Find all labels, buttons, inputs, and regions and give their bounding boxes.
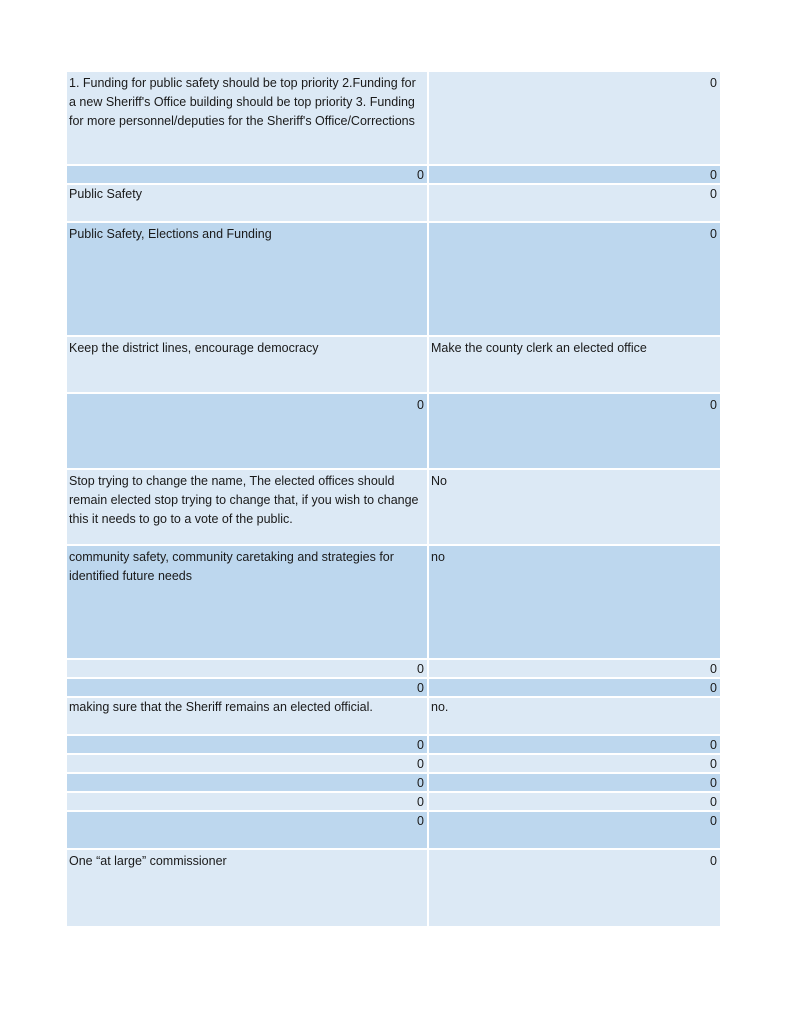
response-cell: Stop trying to change the name, The elected offices should remain elected stop trying to change that, if you wish to change this it needs to go to a vote of the public.: [67, 470, 429, 544]
response-cell: 0: [429, 223, 720, 335]
table-row: [67, 850, 720, 926]
response-cell: 0: [67, 755, 429, 772]
table-row: [67, 660, 720, 679]
table-row: [67, 774, 720, 793]
response-cell: 0: [429, 850, 720, 926]
response-cell: 0: [429, 660, 720, 677]
table-row: [67, 72, 720, 166]
response-cell: 0: [429, 166, 720, 183]
table-row: [67, 470, 720, 546]
response-cell: 0: [429, 736, 720, 753]
response-cell: no.: [429, 698, 720, 734]
table-row: [67, 223, 720, 337]
response-cell: 0: [429, 812, 720, 848]
response-cell: 0: [429, 72, 720, 164]
response-cell: 0: [67, 774, 429, 791]
table-row: [67, 698, 720, 736]
response-cell: 0: [67, 736, 429, 753]
response-cell: 0: [67, 394, 429, 468]
response-cell: 1. Funding for public safety should be top priority 2.Funding for a new Sheriff's Office building should be top priority 3. Funding for more personnel/deputies for the Sheriff's Office/Corrections: [67, 72, 429, 164]
response-cell: 0: [429, 394, 720, 468]
response-cell: 0: [67, 812, 429, 848]
table-row: [67, 185, 720, 223]
response-cell: 0: [429, 774, 720, 791]
table-row: [67, 736, 720, 755]
response-cell: 0: [67, 660, 429, 677]
table-row: [67, 546, 720, 660]
response-cell: Public Safety: [67, 185, 429, 221]
table-row: [67, 394, 720, 470]
table-row: [67, 679, 720, 698]
response-cell: making sure that the Sheriff remains an elected official.: [67, 698, 429, 734]
response-cell: Public Safety, Elections and Funding: [67, 223, 429, 335]
response-cell: No: [429, 470, 720, 544]
response-cell: 0: [429, 679, 720, 696]
table-row: [67, 793, 720, 812]
response-cell: One “at large” commissioner: [67, 850, 429, 926]
response-cell: 0: [429, 755, 720, 772]
response-table: [67, 72, 720, 926]
response-cell: 0: [429, 185, 720, 221]
response-cell: community safety, community caretaking and strategies for identified future needs: [67, 546, 429, 658]
table-row: [67, 755, 720, 774]
table-row: [67, 166, 720, 185]
table-row: [67, 337, 720, 394]
response-cell: Keep the district lines, encourage democracy: [67, 337, 429, 392]
response-cell: 0: [67, 679, 429, 696]
response-cell: 0: [429, 793, 720, 810]
response-cell: 0: [67, 793, 429, 810]
response-cell: Make the county clerk an elected office: [429, 337, 720, 392]
response-cell: 0: [67, 166, 429, 183]
response-cell: no: [429, 546, 720, 658]
table-row: [67, 812, 720, 850]
